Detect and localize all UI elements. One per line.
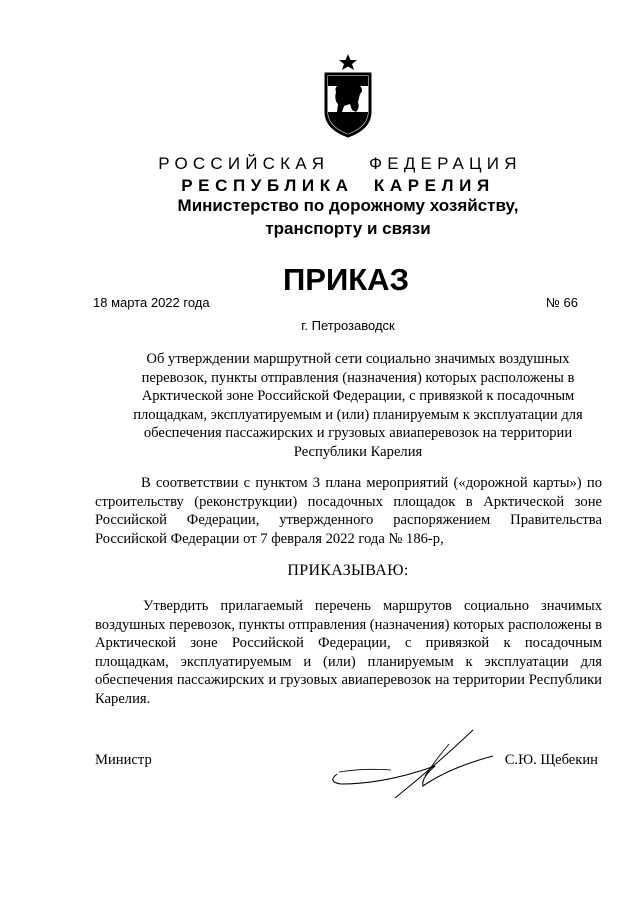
header-country: РОССИЙСКАЯ ФЕДЕРАЦИЯ <box>158 154 522 173</box>
header-republic: РЕСПУБЛИКА КАРЕЛИЯ <box>181 176 495 195</box>
document-city: г. Петрозаводск <box>301 318 395 333</box>
signer-position: Министр <box>95 752 152 768</box>
document-title: ПРИКАЗ <box>283 262 409 297</box>
header-ministry-line1: Министерство по дорожному хозяйству, <box>177 196 519 215</box>
signer-name: С.Ю. Щебекин <box>504 752 598 768</box>
handwritten-signature <box>325 726 505 802</box>
header-ministry-line2: транспорту и связи <box>265 219 431 238</box>
document-subject: Об утверждении маршрутной сети социально значимых воздушных перевозок, пункты отправления (назначения) которых расположены в Арктической зоне Российской Федерации, с привязкой к посадочным площадкам, эксплуатируемым и (или) планируемым к эксплуатации для обеспечения пассажирских и грузовых авиаперевозок на территории Республики Карелия <box>133 351 583 460</box>
order-word: ПРИКАЗЫВАЮ: <box>287 562 409 579</box>
document-number: № 66 <box>545 295 578 310</box>
preamble-paragraph: В соответствии с пунктом 3 плана мероприятий («дорожной карты») по строительству (реконструкции) посадочных площадок в Арктической зоне Российской Федерации, утвержденного распоряжением Правительства Российской Федерации от 7 февраля 2022 года № 186-р, <box>95 475 602 547</box>
order-paragraph: Утвердить прилагаемый перечень маршрутов социально значимых воздушных перевозок, пункты отправления (назначения) которых расположены в Арктической зоне Российской Федерации, с привязкой к посадочным площадкам, эксплуатируемым и (или) планируемым к эксплуатации для обеспечения пассажирских и грузовых авиаперевозок на территории Республики Карелия. <box>95 598 602 707</box>
document-date: 18 марта 2022 года <box>93 295 210 310</box>
karelia-coat-of-arms-icon <box>320 52 376 138</box>
